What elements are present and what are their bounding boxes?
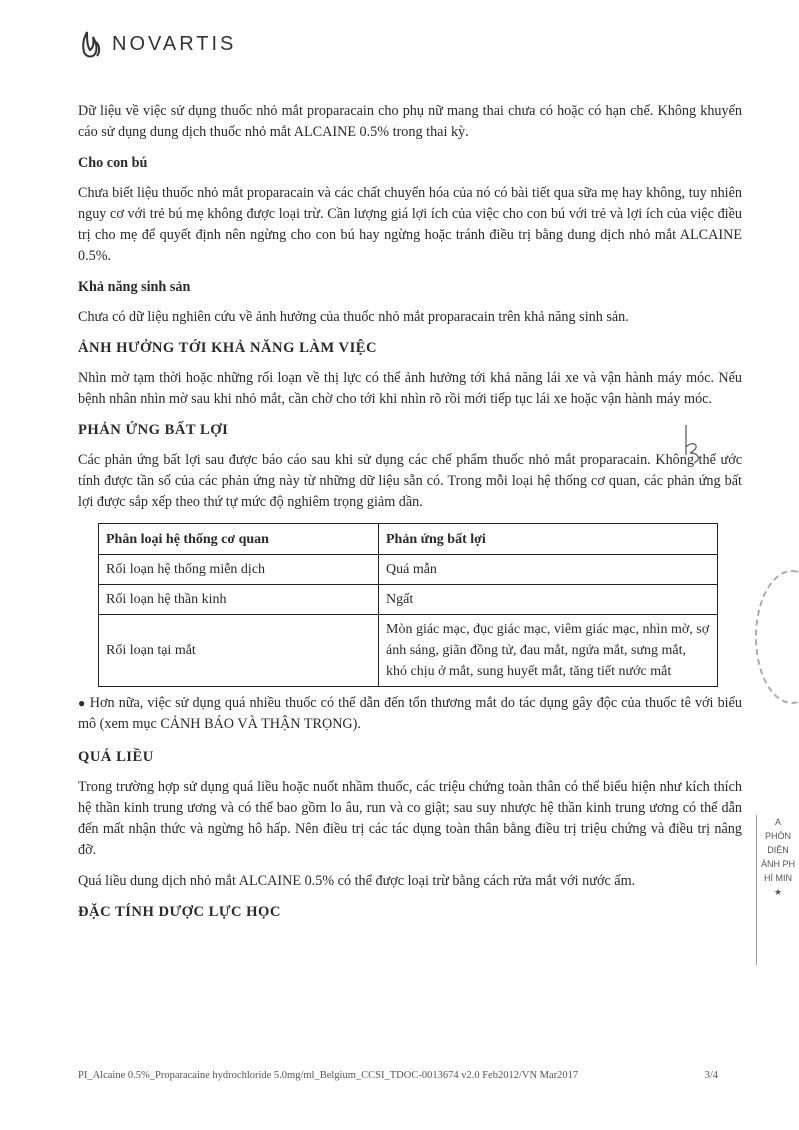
list-item — [78, 693, 742, 735]
bullet-text: Hơn nữa, việc sử dụng quá nhiều thuốc có thể dẫn đến tổn thương mắt do tác dụng gây độc của thuốc tê với biểu mô (xem mục CẢNH BÁO VÀ THẬN TRỌNG). — [78, 695, 743, 732]
official-seal-icon — [755, 570, 799, 704]
table-row — [99, 585, 718, 615]
handwritten-mark-icon — [680, 425, 708, 469]
breastfeeding-heading: Cho con bú — [78, 155, 148, 171]
adverse-paragraph: Các phản ứng bất lợi sau được báo cáo sau khi sử dụng các chế phẩm thuốc nhỏ mắt proparacain. Không thể ước tính được tần số của các phản ứng này từ những dữ liệu sẵn có. Trong mỗi loại hệ thống cơ quan, các phản ứng bất lợi được sắp xếp theo thứ tự mức độ nghiêm trọng giảm dần. — [78, 452, 742, 510]
overdose-paragraph: Trong trường hợp sử dụng quá liều hoặc nuốt nhầm thuốc, các triệu chứng toàn thân có thể biểu hiện như kích thích hệ thần kinh trung ương và có thể bao gồm lo âu, run và co giật; sau suy nhược hệ thần kinh trung ương có thể dẫn đến mất nhận thức và ngừng hô hấp. Nên điều trị các tác dụng toàn thân bằng điều trị triệu chứng và điều trị nâng đỡ. — [78, 779, 742, 858]
stamp-line: ★ — [773, 887, 783, 897]
page-number: 3/4 — [704, 1070, 718, 1081]
pregnancy-paragraph: Dữ liệu về việc sử dụng thuốc nhỏ mắt proparacain cho phụ nữ mang thai chưa có hoặc có hạn chế. Không khuyến cáo sử dụng dung dịch thuốc nhỏ mắt ALCAINE 0.5% trong thai kỳ. — [78, 103, 742, 140]
stamp-line: A — [774, 817, 781, 827]
approval-stamp — [756, 815, 799, 965]
table-cell: Ngất — [379, 585, 718, 615]
table-row — [99, 615, 718, 687]
brand-name: NOVARTIS — [112, 32, 237, 55]
table-cell: Mòn giác mạc, đục giác mạc, viêm giác mạc, nhìn mờ, sợ ánh sáng, giãn đồng tử, đau mắt, ngứa mắt, sưng mắt, khó chịu ở mắt, sung huyết mắt, tăng tiết nước mắt — [379, 615, 718, 687]
document-body — [78, 101, 742, 932]
table-header-cell: Phân loại hệ thống cơ quan — [99, 524, 379, 555]
driving-heading: ẢNH HƯỞNG TỚI KHẢ NĂNG LÀM VIỆC — [78, 340, 378, 356]
pharmacodynamics-heading: ĐẶC TÍNH DƯỢC LỰC HỌC — [78, 904, 281, 920]
stamp-line: PHÒN — [764, 831, 791, 841]
adverse-heading: PHẢN ỨNG BẤT LỢI — [78, 422, 229, 438]
bullet-icon: ● — [78, 696, 86, 710]
table-cell: Rối loạn hệ thần kinh — [99, 585, 379, 615]
novartis-flame-icon — [78, 28, 104, 60]
stamp-line: ÀNH PH — [760, 859, 795, 869]
stamp-line: DIỆN — [767, 845, 789, 855]
novartis-logo — [78, 28, 236, 60]
bullet-list — [78, 693, 742, 735]
fertility-paragraph: Chưa có dữ liệu nghiên cứu về ảnh hưởng của thuốc nhỏ mắt proparacain trên khả năng sinh sản. — [78, 309, 629, 325]
driving-paragraph: Nhìn mờ tạm thời hoặc những rối loạn về thị lực có thể ảnh hưởng tới khả năng lái xe và vận hành máy móc. Nếu bệnh nhân nhìn mờ sau khi nhỏ mắt, cần chờ cho tới khi nhìn rõ rồi mới tiếp tục lái xe hoặc vận hành máy móc. — [78, 370, 742, 407]
table-header-row — [99, 524, 718, 555]
overdose-paragraph-2: Quá liều dung dịch nhỏ mắt ALCAINE 0.5% có thể được loại trừ bằng cách rửa mắt với nước ấm. — [78, 873, 636, 889]
table-row — [99, 555, 718, 585]
table-cell: Quá mẫn — [379, 555, 718, 585]
table-cell: Rối loạn tại mắt — [99, 615, 379, 687]
table-cell: Rối loạn hệ thống miễn dịch — [99, 555, 379, 585]
fertility-heading: Khả năng sinh sản — [78, 279, 191, 295]
page-footer — [78, 1070, 718, 1081]
adverse-reactions-table — [98, 523, 718, 687]
overdose-heading: QUÁ LIỀU — [78, 749, 154, 765]
table-header-cell: Phản ứng bất lợi — [379, 524, 718, 555]
stamp-line: HÍ MIN — [764, 873, 792, 883]
breastfeeding-paragraph: Chưa biết liệu thuốc nhỏ mắt proparacain và các chất chuyển hóa của nó có bài tiết qua sữa mẹ hay không, tuy nhiên nguy cơ với trẻ bú mẹ không được loại trừ. Cần lượng giá lợi ích của việc cho con bú với trẻ và lợi ích của việc điều trị cho mẹ để quyết định nên ngừng cho con bú hay ngừng hoặc tránh điều trị bằng dung dịch nhỏ mắt ALCAINE 0.5%. — [78, 185, 742, 264]
footer-document-id: PI_Alcaine 0.5%_Proparacaine hydrochloride 5.0mg/ml_Belgium_CCSI_TDOC-0013674 v2.0 Feb2012/VN Mar2017 — [78, 1070, 579, 1081]
